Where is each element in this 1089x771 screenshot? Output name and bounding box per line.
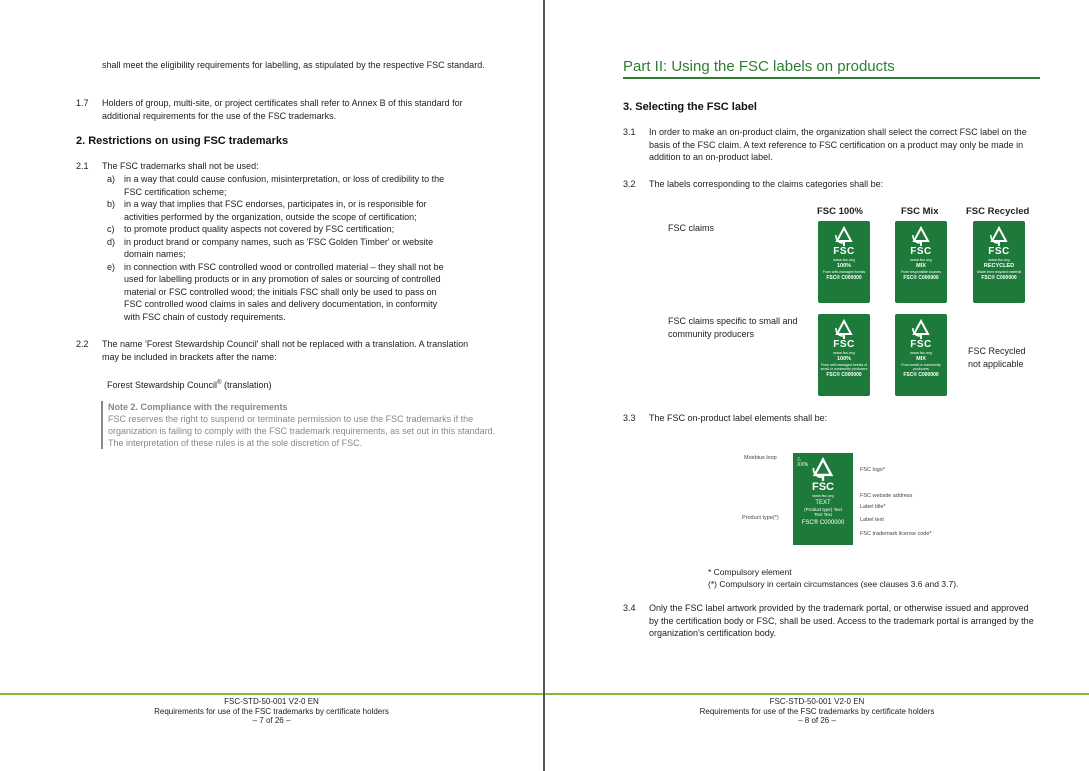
fsc-recycled-label: FSC www.fsc.org RECYCLED Made from recycled material FSC® C000000 <box>973 221 1025 303</box>
list-item: a) in a way that could cause confusion, misinterpretation, or loss of credibility to the FSC certification scheme; <box>107 174 445 197</box>
website-annotation: FSC website address <box>860 493 913 499</box>
compliance-note <box>101 401 508 449</box>
right-page <box>545 0 1089 771</box>
fsc-logo-annotation: FSC logo* <box>860 467 886 473</box>
label-elements-diagram <box>735 448 965 548</box>
fsc-small-mix-label: FSC www.fsc.org MIX From small or community producers FSC® C000000 <box>895 314 947 396</box>
page-footer: FSC-STD-50-001 V2-0 EN Requirements for use of the FSC trademarks by certificate holders – 8 of 26 – <box>699 697 935 725</box>
label-title-annotation: Label title* <box>860 504 886 510</box>
fsc-tree-icon <box>833 225 855 247</box>
left-page <box>0 0 543 771</box>
restriction-list <box>107 173 497 323</box>
row-label-small-producers: FSC claims specific to small and community producers <box>668 316 798 339</box>
clause-text: Holders of group, multi-site, or project certificates shall refer to Annex B of this standard for additional requirements for the use of the FSC trademarks. <box>102 98 463 121</box>
section-heading: 3. Selecting the FSC label <box>623 101 757 113</box>
footer-divider <box>0 693 543 695</box>
fsc-tree-icon <box>988 225 1010 247</box>
clause-number: 2.1 <box>76 161 89 171</box>
fsc-tree-icon <box>833 318 855 340</box>
diagram-legend <box>708 566 958 590</box>
legend-compulsory: * Compulsory element <box>708 567 792 577</box>
col-header-mix: FSC Mix <box>901 206 939 217</box>
col-header-recycled: FSC Recycled <box>966 206 1030 217</box>
translation-example: Forest Stewardship Council® (translation) <box>107 380 272 390</box>
list-item: b) in a way that implies that FSC endorses, participates in, or is responsible for activities performed by the organization, outside the scope of certification; <box>107 199 427 222</box>
clause-number: 2.2 <box>76 339 89 349</box>
list-item: e) in connection with FSC controlled wood or controlled material – they shall not be used for labelling products or in any promotion of sales or sourcing of controlled material or FSC controlled wood; the initials FSC shall only be used to pass on FSC controlled wood claims in sales and delivery documentation, in conformity with FSC chain of custody requirements. <box>107 261 444 322</box>
fsc-small-100-label: FSC www.fsc.org 100% From well-managed forests of small or community producers FSC® C000000 <box>818 314 870 396</box>
fsc-label-sample: △ XX% FSC www.fsc.org TEXT (Product type) Text Text Text FSC® C000000 <box>793 453 853 545</box>
fsc-tree-icon <box>910 318 932 340</box>
clause-number: 3.2 <box>623 179 636 189</box>
footer-divider <box>545 693 1089 695</box>
percentage-text: △ XX% <box>797 456 809 468</box>
clause-text: Only the FSC label artwork provided by the trademark portal, or otherwise issued and approved by the certification body or FSC, shall be used. Access to the trademark portal is arranged by the organization's certification body. <box>649 603 1034 638</box>
not-applicable-text: FSC Recycled not applicable <box>968 346 1026 369</box>
clause-number: 3.3 <box>623 413 636 423</box>
part-title: Part II: Using the FSC labels on products <box>623 58 895 75</box>
row-label-claims: FSC claims <box>668 223 715 233</box>
fsc-tree-icon <box>910 225 932 247</box>
product-type-annotation: Product type(*) <box>742 515 779 521</box>
col-header-100: FSC 100% <box>817 206 863 217</box>
clause-number: 3.1 <box>623 127 636 137</box>
page-footer: FSC-STD-50-001 V2-0 EN Requirements for use of the FSC trademarks by certificate holders – 7 of 26 – <box>154 697 389 725</box>
clause-text: In order to make an on-product claim, the organization shall select the correct FSC label on the basis of the FSC claim. A text reference to FSC certification on a product may only be made in addition to an on-product label. <box>649 127 1027 162</box>
fsc-tree-icon <box>810 456 836 482</box>
legend-circumstances: (*) Compulsory in certain circumstances (see clauses 3.6 and 3.7). <box>708 579 959 589</box>
fsc-100-label: FSC www.fsc.org 100% From well-managed forests FSC® C000000 <box>818 221 870 303</box>
title-underline <box>623 77 1040 79</box>
intro-text: shall meet the eligibility requirements for labelling, as stipulated by the respective FSC standard. <box>102 60 485 70</box>
note-text: FSC reserves the right to suspend or terminate permission to use the FSC trademarks if the organization is failing to comply with the FSC trademark requirements, as set out in this standard. The interpretation of these rules is at the sole discretion of FSC. <box>108 414 496 448</box>
section-heading: 2. Restrictions on using FSC trademarks <box>76 135 289 147</box>
clause-text: The FSC on-product label elements shall be: <box>649 413 828 423</box>
clause-number: 1.7 <box>76 98 89 108</box>
moebius-annotation: Moebius loop <box>744 455 777 461</box>
label-text-annotation: Label text <box>860 517 884 523</box>
note-title: Note 2. Compliance with the requirements <box>108 402 288 412</box>
list-item: d) in product brand or company names, such as 'FSC Golden Timber' or website domain names; <box>107 236 434 259</box>
clause-text: The FSC trademarks shall not be used: <box>102 161 259 171</box>
clause-text: The name 'Forest Stewardship Council' shall not be replaced with a translation. A translation may be included in brackets after the name: <box>102 339 469 362</box>
clause-text: The labels corresponding to the claims categories shall be: <box>649 179 884 189</box>
fsc-mix-label: FSC www.fsc.org MIX From responsible sources FSC® C000000 <box>895 221 947 303</box>
license-code-annotation: FSC trademark license code* <box>860 531 932 537</box>
clause-number: 3.4 <box>623 603 636 613</box>
list-item: c) to promote product quality aspects not covered by FSC certification; <box>107 224 395 234</box>
